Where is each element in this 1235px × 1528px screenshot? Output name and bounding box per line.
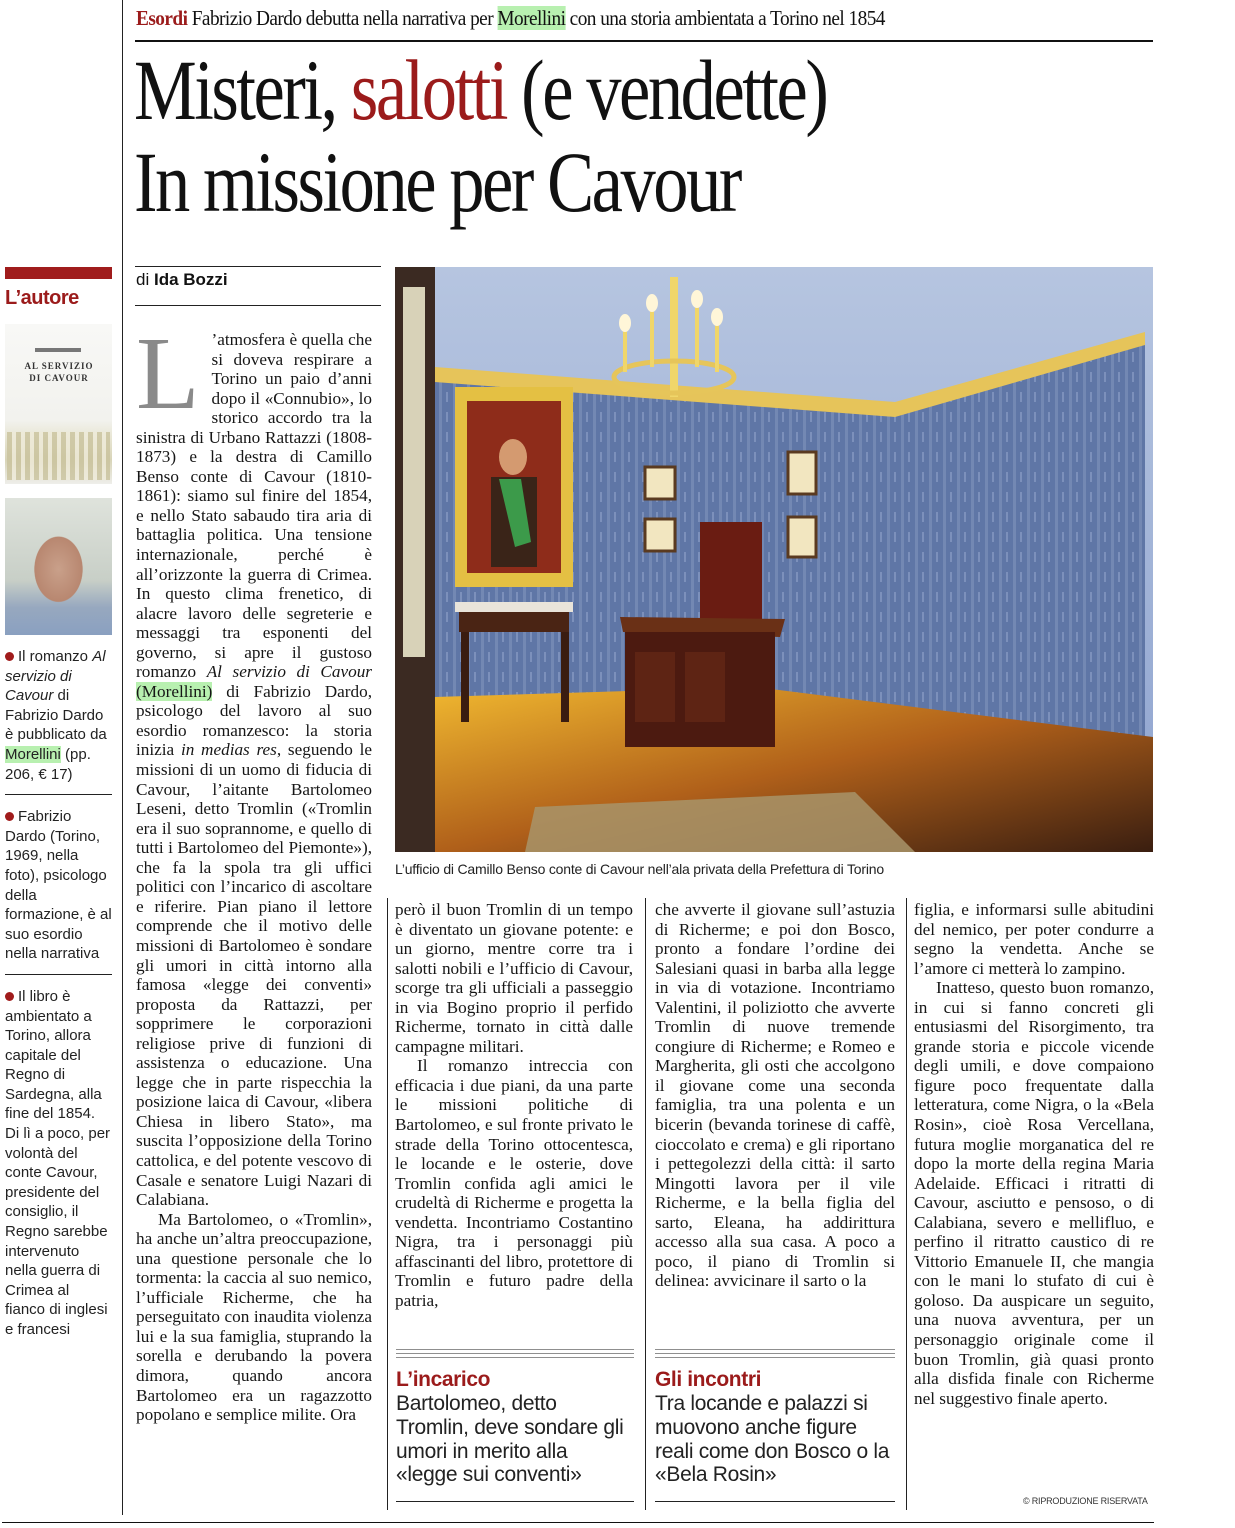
- article-column-3: [655, 900, 895, 1291]
- article-column-2: [395, 900, 633, 1310]
- book-cover-title: AL SERVIZIO DI CAVOUR: [24, 361, 94, 383]
- author-sidebar: [5, 267, 112, 1340]
- book-cover-author: [35, 348, 81, 352]
- note-text: di Fabrizio Dardo è pubblicato da: [5, 687, 107, 744]
- note-publisher-highlight: Morellini: [5, 745, 61, 763]
- column-divider-1: [387, 898, 388, 1510]
- callout-bottom-rule: [655, 1501, 895, 1502]
- sidebar-accent-bar: [5, 267, 112, 279]
- note-text: Il romanzo: [18, 648, 93, 665]
- copyright-notice: © RIPRODUZIONE RISERVATA: [1023, 1496, 1148, 1506]
- sidebar-divider: [122, 0, 123, 1515]
- paragraph-text: , seguendo le missioni di un uomo di fiducia di Cavour, l’aitante Bartolomeo Leseni, detto Tromlin («Tromlin era il suo soprannome, e quello di tutti i Bartolomeo del Piemonte»), che fa la spola tra gli uffici politici con l’incarico di ascoltare e riferire. Pian piano il lettore comprende che il motivo delle missioni di Bartolomeo è sondare gli umori in città intorno alla famosa «legge dei conventi» proposta da Rattazzi, per sopprimere le corporazioni religiose prive di funzioni di assistenza o educazione. Una legge che in parte rispecchia la posizione laica di Cavour, «libera Chiesa in libero Stato», ma suscita l’opposizione della Torino cattolica, e del potente vescovo di Casale e senatore Luigi Nazari di Calabiana.: [136, 740, 372, 1210]
- byline-author: Ida Bozzi: [153, 270, 228, 289]
- callout-title: L’incarico: [396, 1368, 491, 1391]
- callout-text: Tra locande e palazzi si muovono anche figure reali come don Bosco o la «Bela Rosin»: [655, 1392, 890, 1487]
- headline: [134, 44, 826, 228]
- article-paragraph: Il romanzo intreccia con efficacia i due piani, da una parte le missioni politiche di Bartolomeo, e sul fronte privato le strade della Torino ottocentesca, le locande e le osterie, dove Tromlin confida agli amici le crudeltà di Richerme e progetta la vendetta. Incontriamo Costantino Nigra, tra i personaggi più affascinanti del libro, protettore di Tromlin e futuro padre della patria,: [395, 1056, 633, 1310]
- sidebar-title: L’autore: [5, 287, 79, 309]
- kicker-highlight: Morellini: [497, 6, 566, 30]
- sidebar-separator: [5, 794, 112, 795]
- headline-line-2: In missione per Cavour: [134, 134, 740, 230]
- callout-incarico: [396, 1349, 634, 1502]
- author-photo: [5, 498, 112, 635]
- byline-rule-top: [135, 266, 381, 267]
- callout-incontri: [655, 1349, 895, 1502]
- callout-rule-lines: [396, 1349, 634, 1358]
- sidebar-note-3: [5, 987, 112, 1340]
- column-divider-2: [645, 898, 646, 1510]
- article-paragraph: però il buon Tromlin di un tempo è diventato un giovane potente: e un giorno, mentre corre tra i salotti nobili e l’ufficio di Cavour, scorge tra gli ufficiali a passeggio in via Bogino proprio il perfido Richerme, tornato in città dalle campagne militari.: [395, 900, 633, 1056]
- callout-bottom-rule: [396, 1501, 634, 1502]
- article-paragraph: figlia, e informarsi sulle abitudini del nemico, per poter condurre a segno la vendetta. Anche se l’amore ci metterà lo zampino.: [914, 900, 1154, 978]
- bullet-dot-icon: [5, 992, 14, 1001]
- article-column-4: [914, 900, 1154, 1408]
- kicker-text-after: con una storia ambientata a Torino nel 1854: [565, 6, 885, 30]
- photo-caption: L’ufficio di Camillo Benso conte di Cavour nell’ala privata della Prefettura di Torino: [395, 861, 884, 877]
- headline-line-1: [134, 44, 826, 136]
- kicker-tag: Esordi: [136, 6, 188, 30]
- kicker-text-before: Fabrizio Dardo debutta nella narrativa per: [187, 6, 498, 30]
- note-text: (pp. 206, € 17): [5, 745, 91, 783]
- publisher-highlight: (Morellini): [136, 681, 213, 701]
- headline-text: Misteri,: [134, 42, 351, 138]
- article-paragraph: [136, 316, 372, 1210]
- paragraph-text: ’atmosfera è quella che si doveva respirare a Torino un paio d’anni dopo il «Connubio», lo storico accordo tra la sinistra di Urbano Rattazzi (1808-1873) e la destra di Camillo Benso conte di Cavour (1810-1861): siamo sul finire del 1854, e nello Stato sabaudo tira aria di battaglia politica. Una tensione internazionale, perché è all’orizzonte la guerra di Crimea. In questo clima frenetico, di alacre lavoro delle segreterie e messaggi tra esponenti del governo, si apre il gustoso romanzo: [136, 330, 372, 682]
- page-bottom-rule: [2, 1522, 1154, 1523]
- note-text: Il libro è ambientato a Torino, allora capitale del Regno di Sardegna, alla fine del 1854. Di lì a poco, per volontà del conte Cavour, presidente del consiglio, il Regno sarebbe intervenuto nella guerra di Crimea al fianco di inglesi e francesi: [5, 987, 111, 1338]
- book-cover-illustration: [7, 432, 110, 480]
- callout-rule-lines: [655, 1349, 895, 1358]
- sidebar-note-1: [5, 647, 112, 784]
- callout-text: Bartolomeo, detto Tromlin, deve sondare gli umori in merito alla «legge sui conventi»: [396, 1392, 624, 1487]
- article-paragraph: Ma Bartolomeo, o «Tromlin», ha anche un’altra preoccupazione, una questione personale che lo tormenta: la caccia al suo nemico, l’ufficiale Richerme, che ha perseguitato con inaudita violenza lui e la sua famiglia, stuprando la sorella e derubando la povera dimora, quando ancora Bartolomeo era un ragazzotto popolano e semplice milite. Ora: [136, 1209, 372, 1425]
- note-book-title: Al servizio di Cavour: [5, 648, 106, 705]
- bullet-dot-icon: [5, 652, 14, 661]
- byline-rule-bottom: [135, 305, 381, 306]
- note-text: Fabrizio Dardo (Torino, 1969, nella foto), psicologo della formazione, è al suo esordio nella narrativa: [5, 808, 112, 963]
- office-photo: [395, 267, 1153, 852]
- book-cover-image: [5, 324, 112, 484]
- column-divider-3: [906, 898, 907, 1510]
- kicker: [136, 6, 1071, 31]
- latin-phrase-italic: in medias res: [180, 740, 277, 760]
- photo-illustration: [395, 267, 1153, 852]
- sidebar-note-2: [5, 807, 112, 964]
- paragraph-text: di Fabrizio Dardo, psicologo del lavoro al suo esordio romanzesco: la storia inizia: [136, 681, 372, 760]
- headline-text: (e vendette): [505, 42, 827, 138]
- article-paragraph: Inatteso, questo buon romanzo, in cui si fanno concreti gli entusiasmi del Risorgimento, tra grande storia e piccole vicende degli umili, e dove compaiono figure poco frequentate dalla letteratura, come Nigra, o la «Bela Rosin», cioè Rosa Vercellana, futura moglie morganatica del re dopo la morte della regina Maria Adelaide. Efficaci i ritratti di Cavour, asciutto e pensoso, o di Calabiana, severo e mellifluo, e perfino il ritratto caustico di re Vittorio Emanuele II, che mangia con le mani lo stufato di cui è goloso. Da auspicare un seguito, una nuova avventura, per un personaggio originale come il buon Tromlin, già quasi pronto alla disfida finale con Richerme nel suggestivo finale aperto.: [914, 978, 1154, 1408]
- article-paragraph: che avverte il giovane sull’astuzia di Richerme; e poi don Bosco, pronto a fondare l’ordine dei Salesiani quasi in barba alla legge in via di votazione. Incontriamo Valentini, il poliziotto che avverte Tromlin di nuove tremende congiure di Richerme; e Romeo e Margherita, gli osti che accolgono il giovane come una seconda famiglia, tra una polenta e un bicerin (bevanda torinese di caffè, cioccolato e crema) e gli riportano i pettegolezzi della città: il sarto Mingotti lavora per il vile Richerme, e la bella figlia del sarto, Eleana, ha addirittura accesso alla sua casa. A poco a poco, il piano di Tromlin si delinea: avvicinare il sarto o la: [655, 900, 895, 1291]
- headline-red-word: salotti: [350, 42, 506, 138]
- drop-cap: L: [136, 316, 200, 431]
- article-column-1: [136, 316, 372, 1425]
- callout-title: Gli incontri: [655, 1368, 762, 1391]
- byline-prefix: di: [136, 270, 154, 289]
- sidebar-separator: [5, 974, 112, 975]
- bullet-dot-icon: [5, 812, 14, 821]
- book-title-italic: Al servizio di Cavour: [206, 662, 372, 682]
- byline: [136, 270, 228, 290]
